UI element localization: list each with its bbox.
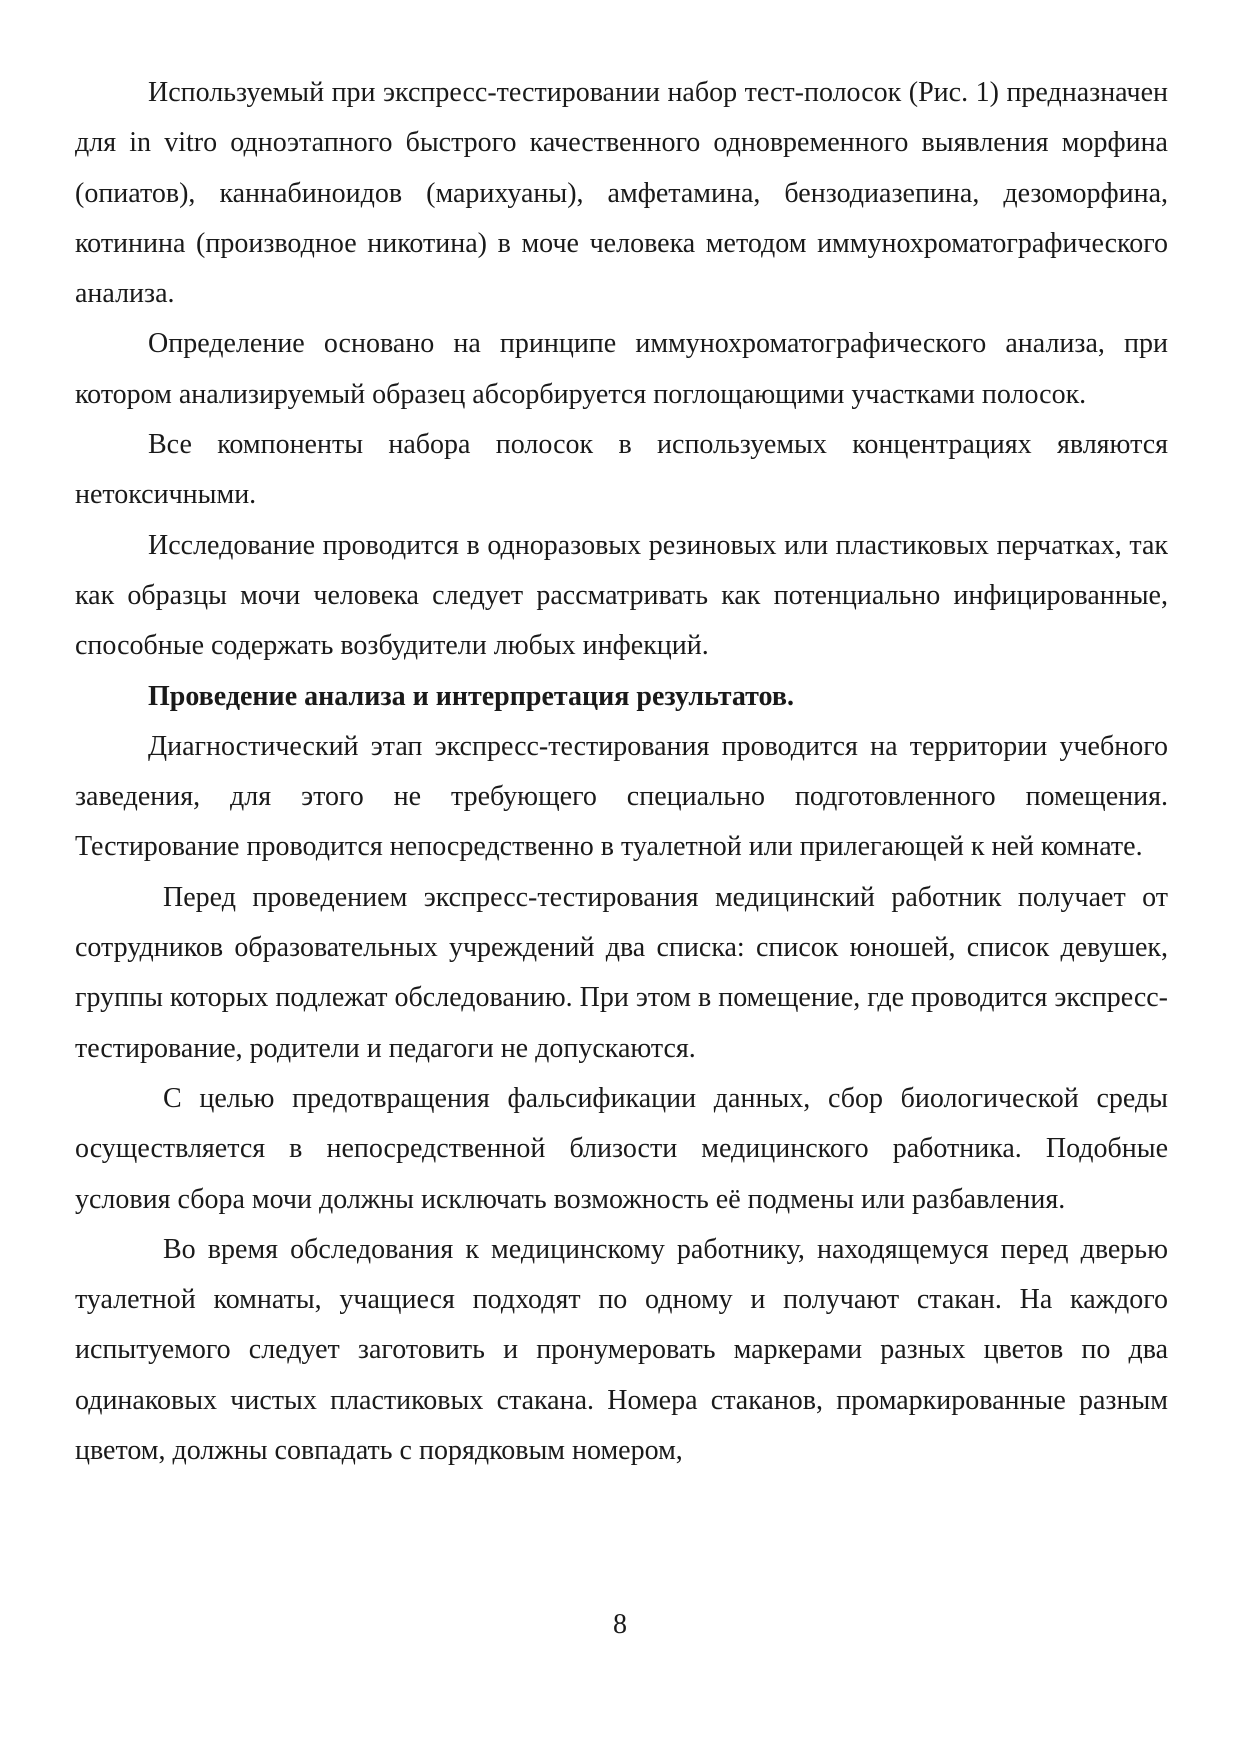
paragraph-lists: Перед проведением экспресс-тестирования медицинский работник получает от сотрудников образовательных учреждений два списка: список юношей, список девушек, группы которых подлежат обследованию. При этом в помещение, где проводится экспресс-тестирование, родители и педагоги не допускаются. [75,881,1168,1064]
paragraph-test-strips: Используемый при экспресс-тестировании набор тест-полосок (Рис. 1) предназначен для in vitro одноэтапного быстрого качественного одновременного выявления морфина (опиатов), каннабиноидов (марихуаны), амфетамина, бензодиазепина, дезоморфина, котинина (производное никотина) в моче человека методом иммунохроматографического анализа. [75,77,1168,310]
paragraph-procedure: Во время обследования к медицинскому работнику, находящемуся перед дверью туалетной комнаты, учащиеся подходят по одному и получают стакан. На каждого испытуемого следует заготовить и пронумеровать маркерами разных цветов по два одинаковых чистых пластиковых стакана. Номера стаканов, промаркированные разным цветом, должны совпадать с порядковым номером, [75,1233,1168,1467]
body-text [75,68,1168,1476]
page-number: 8 [613,1609,627,1640]
paragraph-falsification: С целью предотвращения фальсификации данных, сбор биологической среды осуществляется в непосредственной близости медицинского работника. Подобные условия сбора мочи должны исключать возможность её подмены или разбавления. [75,1082,1168,1215]
paragraph-gloves: Исследование проводится в одноразовых резиновых или пластиковых перчатках, так как образцы мочи человека следует рассматривать как потенциально инфицированные, способные содержать возбудители любых инфекций. [75,529,1168,662]
paragraph-diagnostic-stage: Диагностический этап экспресс-тестирования проводится на территории учебного заведения, для этого не требующего специально подготовленного помещения. Тестирование проводится непосредственно в туалетной или прилегающей к ней комнате. [75,730,1168,863]
paragraph-components: Все компоненты набора полосок в используемых концентрациях являются нетоксичными. [75,429,1168,511]
section-heading: Проведение анализа и интерпретация результатов. [148,680,794,712]
paragraph-principle: Определение основано на принципе иммунохроматографического анализа, при котором анализируемый образец абсорбируется поглощающими участками полосок. [75,328,1168,410]
